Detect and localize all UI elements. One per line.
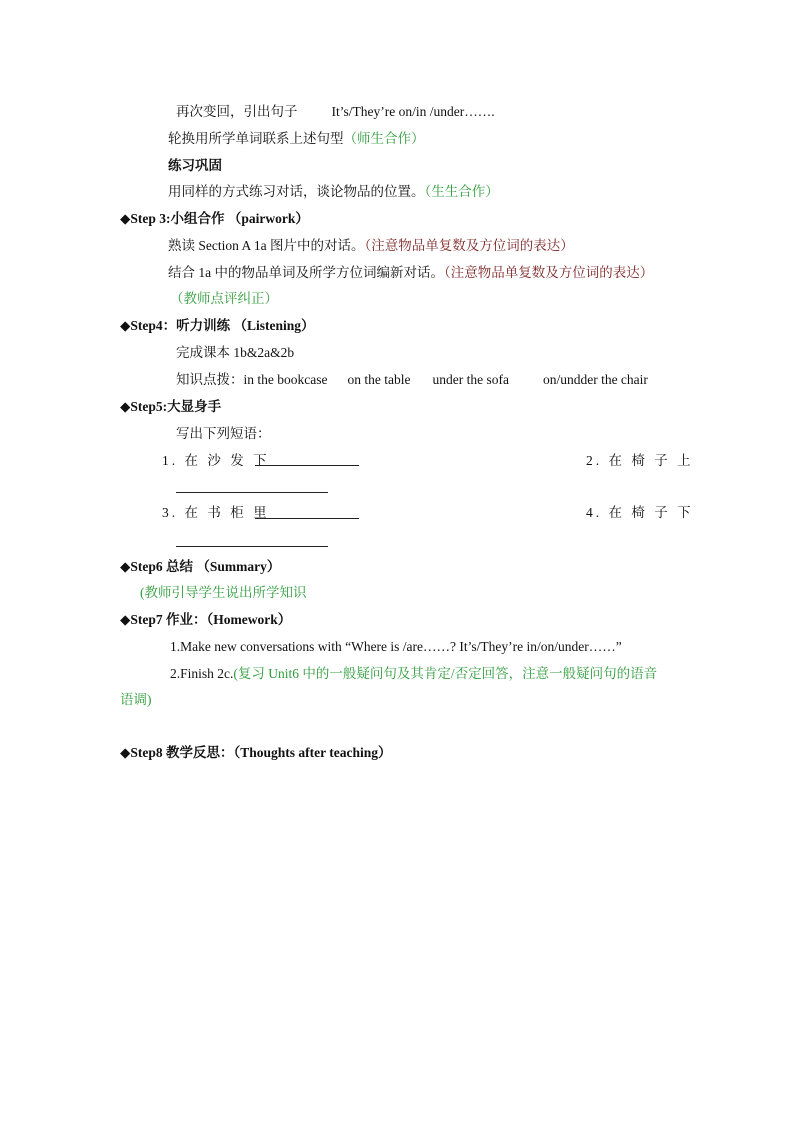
question-text: 3. 在 书 柜 里 [162, 505, 270, 520]
text: 结合 1a 中的物品单词及所学方位词编新对话。 [168, 265, 444, 280]
text: 再次变回，引出句子 [176, 104, 298, 119]
question-text: 1. 在 沙 发 下 [162, 453, 270, 468]
question-4 [586, 504, 694, 522]
step4-knowledge [176, 371, 648, 389]
line-intro-sentence [176, 103, 495, 121]
step3-item-create [168, 264, 653, 282]
line-practice-dialog [168, 183, 499, 201]
homework-item-1: 1.Make new conversations with “Where is /are……? It’s/They’re in/on/under……” [170, 639, 622, 654]
note-green: （师生合作） [343, 131, 425, 146]
homework-item-2-continued: 语调) [120, 692, 152, 707]
step8-heading: ◆Step8 教学反思：（Thoughts after teaching） [120, 745, 392, 760]
note-red: （注意物品单复数及方位词的表达） [364, 238, 574, 253]
answer-blank-4[interactable] [176, 546, 328, 547]
phrase: on the table [347, 372, 411, 387]
step5-heading: ◆Step5:大显身手 [120, 399, 222, 414]
text: 轮换用所学单词联系上述句型 [168, 131, 344, 146]
step6-teacher-note: (教师引导学生说出所学知识 [140, 585, 307, 600]
homework-item-2 [170, 665, 657, 683]
step7-heading: ◆Step7 作业：（Homework） [120, 612, 292, 627]
text: It’s/They’re on/in /under……. [331, 104, 495, 119]
answer-blank-2[interactable] [176, 492, 328, 493]
question-3 [162, 504, 270, 522]
question-2 [586, 452, 694, 470]
step4-item-book: 完成课本 1b&2a&2b [176, 345, 295, 360]
phrase: under the sofa [432, 372, 509, 387]
note-green: （生生合作） [424, 184, 499, 199]
step3-item-read [168, 237, 574, 255]
note-red: （注意物品单复数及方位词的表达） [444, 265, 654, 280]
step3-teacher-note: （教师点评纠正） [170, 291, 278, 306]
answer-blank-1[interactable] [255, 465, 359, 466]
step5-instruction: 写出下列短语： [176, 426, 271, 441]
text: 熟读 Section A 1a 图片中的对话。 [168, 238, 365, 253]
note-green: (复习 Unit6 中的一般疑问句及其肯定/否定回答，注意一般疑问句的语音 [233, 666, 658, 681]
step3-heading: ◆Step 3:小组合作 （pairwork） [120, 211, 309, 226]
line-rotate-words [168, 130, 425, 148]
text: 用同样的方式练习对话，谈论物品的位置。 [168, 184, 425, 199]
practice-heading: 练习巩固 [168, 158, 222, 173]
phrase: 知识点拨：in the bookcase [176, 372, 328, 387]
step4-heading: ◆Step4：听力训练 （Listening） [120, 318, 315, 333]
question-text: 4. 在 椅 子 下 [586, 505, 694, 520]
question-1 [162, 452, 270, 470]
phrase: on/undder the chair [542, 372, 648, 387]
answer-blank-3[interactable] [255, 518, 359, 519]
step6-heading: ◆Step6 总结 （Summary） [120, 559, 281, 574]
question-text: 2. 在 椅 子 上 [586, 453, 694, 468]
text: 2.Finish 2c. [170, 666, 234, 681]
